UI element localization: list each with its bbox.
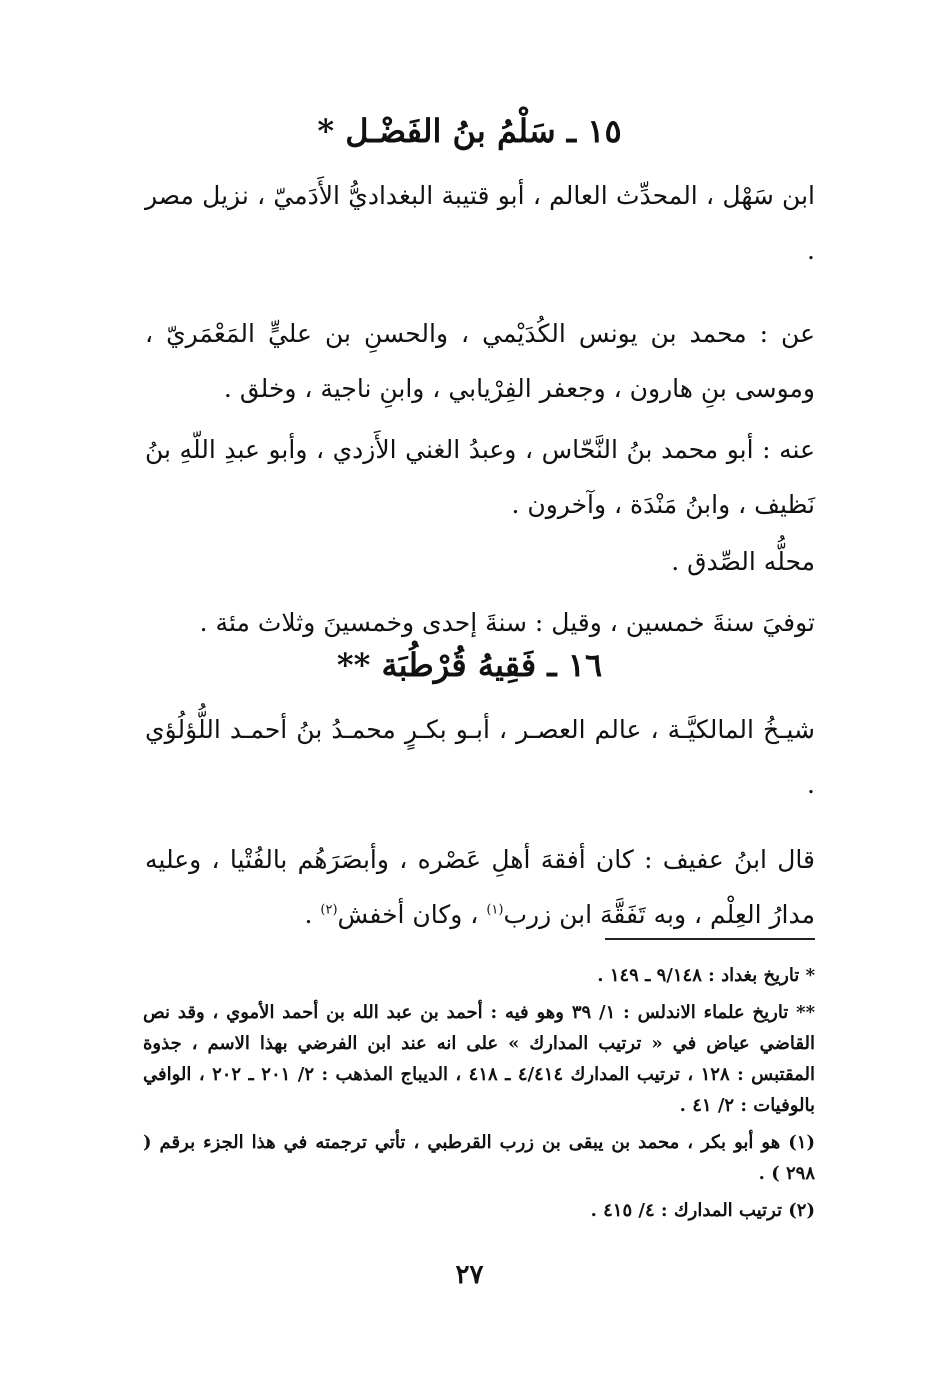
entry-15-body (145, 168, 815, 650)
entry-15-paragraph-death: توفيَ سنةَ خمسين ، وقيل : سنةَ إحدى وخمسينَ وثلاث مئة . (199, 608, 815, 637)
footnote-2: (٢) ترتيب المدارك : ٤/ ٤١٥ . (590, 1200, 815, 1221)
footnote-ref-1: (١) (486, 902, 504, 918)
entry-16-quote-end: . (304, 900, 321, 929)
page-number: ٢٧ (455, 1260, 484, 1290)
entry-16-body (145, 702, 815, 942)
entry-15-paragraph-students: عنه : أبو محمد بنُ النَّحّاس ، وعبدُ الغني الأَزدي ، وأبو عبدِ اللّهِ بنُ نَظيف ، وابنُ مَنْدَة ، وآخرون . (145, 435, 815, 519)
entry-15-paragraph-name: ابن سَهْل ، المحدِّث العالم ، أبو قتيبة البغداديُّ الأَدَميّ ، نزيل مصر . (145, 181, 815, 265)
footnote-divider (605, 938, 815, 940)
footnote-source-16: ** تاريخ علماء الاندلس : ١/ ٣٩ وهو فيه : أحمد بن عبد الله بن أحمد الأموي ، وقد نص القاضي عياض في « ترتيب المدارك » على انه عند ابن الفرضي بهذا الاسم ، جذوة المقتبس : ١٢٨ ، ترتيب المدارك ٤/٤١٤ ـ ٤١٨ ، الديباج المذهب : ٢/ ٢٠١ ـ ٢٠٢ ، الوافي بالوفيات : ٢/ ٤١ . (143, 1002, 815, 1116)
entry-16-heading: ١٦ ـ فَقِيهُ قُرْطُبَة ** (336, 646, 603, 684)
footnote-source-15: * تاريخ بغداد : ٩/١٤٨ ـ ١٤٩ . (597, 965, 815, 986)
entry-16-quote-middle: ، وكان أخفش (337, 900, 487, 929)
entry-16-paragraph-name: شيـخُ المالكيَّـة ، عالم العصـر ، أبـو بكـرٍ محمـدُ بنُ أحمـد اللُّؤلُؤي . (145, 715, 815, 799)
entry-16-paragraph-quote (145, 832, 815, 942)
entry-15-heading: ١٥ ـ سَلْمُ بنُ الفَضْـل * (317, 112, 622, 150)
footnote-ref-2: (٢) (320, 902, 338, 918)
entry-15-paragraph-teachers: عن : محمد بن يونس الكُدَيْمي ، والحسنِ بن عليٍّ المَعْمَريّ ، وموسى بنِ هارون ، وجعفر الفِرْيابي ، وابنِ ناجية ، وخلق . (145, 319, 815, 403)
entry-15-paragraph-status: محلُّه الصِّدق . (671, 547, 815, 576)
footnote-1: (١) هو أبو بكر ، محمد بن يبقى بن زرب القرطبي ، تأتي ترجمته في هذا الجزء برقم ( ٢٩٨ ) . (143, 1132, 815, 1184)
footnotes (143, 960, 815, 1232)
entry-16-quote-text: قال ابنُ عفيف : كان أفقهَ أهلِ عَصْره ، وأبصَرَهُم بالفُتْيا ، وعليه مدارُ العِلْم ، وبه تَفَقَّهَ ابن زرب (145, 845, 815, 929)
